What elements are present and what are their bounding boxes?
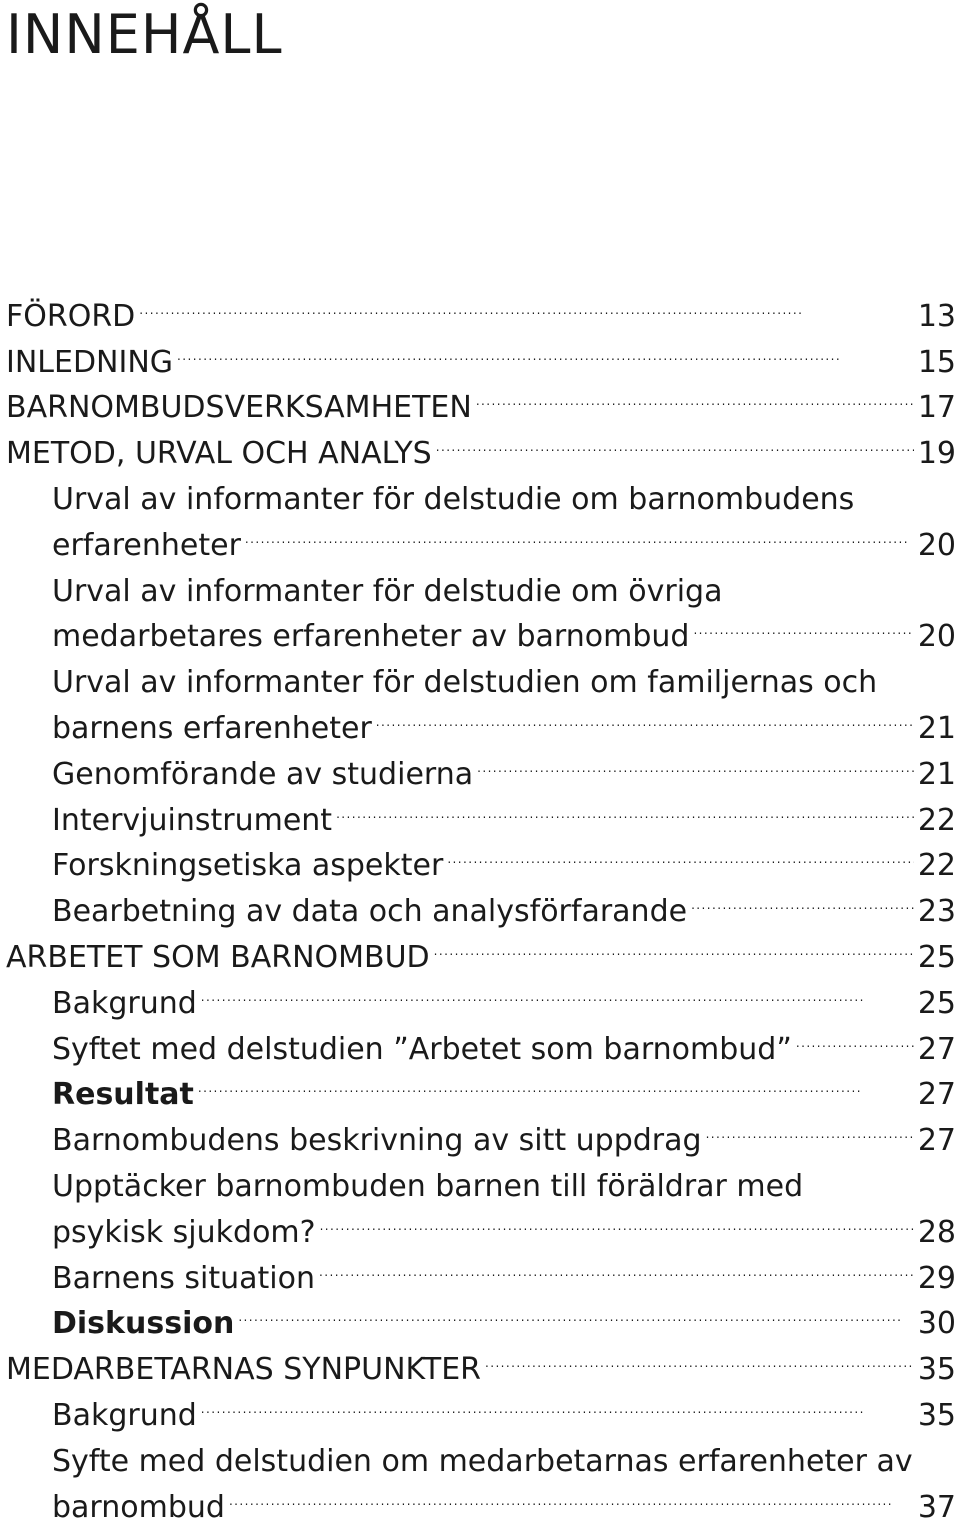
toc-leader-dots — [917, 1425, 952, 1471]
toc-entry-page: 29 — [917, 1260, 956, 1296]
toc-entry-title: MEDARBETARNAS SYNPUNKTER — [6, 1352, 481, 1388]
toc-entry-page: 13 — [917, 298, 956, 334]
toc-leader-dots — [336, 784, 914, 830]
toc-entry-title: ARBETET SOM BARNOMBUD — [6, 939, 430, 975]
toc-leader-dots — [198, 1059, 914, 1105]
toc-leader-dots — [807, 1150, 952, 1196]
toc-entry-page: 35 — [917, 1397, 956, 1433]
toc-leader-dots — [706, 1104, 914, 1150]
toc-entry-title: medarbetares erfarenheter av barnombud — [52, 619, 690, 655]
toc-leader-dots — [434, 921, 914, 967]
toc-entry-title: Syftet med delstudien ”Arbetet som barnombud” — [52, 1031, 792, 1067]
toc-entry-page: 37 — [917, 1489, 956, 1525]
toc-entry-title: BARNOMBUDSVERKSAMHETEN — [6, 390, 472, 426]
toc-leader-dots — [139, 280, 914, 326]
toc-entry-title: Resultat — [52, 1077, 194, 1113]
toc-leader-dots — [245, 509, 914, 555]
toc-entry-title: Forskningsetiska aspekter — [52, 848, 444, 884]
toc-leader-dots — [693, 601, 913, 647]
toc-entry-title: Intervjuinstrument — [52, 802, 333, 838]
toc-entry-page: 25 — [917, 939, 956, 975]
toc-entry-title: Barnens situation — [52, 1260, 316, 1296]
toc-entry-title: METOD, URVAL OCH ANALYS — [6, 436, 432, 472]
toc-entry-page: 25 — [917, 985, 956, 1021]
toc-entry-title: Urval av informanter för delstudie om övriga — [52, 573, 723, 609]
toc-leader-dots — [376, 692, 914, 738]
toc-leader-dots — [726, 555, 952, 601]
toc-entry-title: barnens erfarenheter — [52, 710, 372, 746]
toc-entry-title: Bakgrund — [52, 1397, 197, 1433]
toc-entry-title: Syfte med delstudien om medarbetarnas erfarenheter av — [52, 1443, 913, 1479]
toc-leader-dots — [476, 372, 914, 418]
toc-entry-page: 27 — [917, 1031, 956, 1067]
toc-entry-title: FÖRORD — [6, 298, 136, 334]
page-title: INNEHÅLL — [6, 3, 283, 66]
toc-leader-dots — [691, 875, 914, 921]
toc-leader-dots — [319, 1242, 914, 1288]
toc-leader-dots — [320, 1196, 914, 1242]
toc-entry-page: 20 — [917, 619, 956, 655]
toc-leader-dots — [881, 646, 952, 692]
toc-entry-page: 22 — [917, 802, 956, 838]
toc-leader-dots — [201, 1379, 914, 1425]
toc-entry-title: erfarenheter — [52, 527, 241, 563]
toc-leader-dots — [436, 417, 914, 463]
toc-entry-page: 22 — [917, 848, 956, 884]
toc-leader-dots — [177, 326, 914, 372]
toc-entry-page: 21 — [917, 756, 956, 792]
toc-entry-title: Genomförande av studierna — [52, 756, 474, 792]
toc-entry-title: Bearbetning av data och analysförfarande — [52, 894, 688, 930]
toc-entry-title: barnombud — [52, 1489, 225, 1525]
toc-entry-title: Barnombudens beskrivning av sitt uppdrag — [52, 1123, 702, 1159]
toc-entry-title: Diskussion — [52, 1306, 235, 1342]
toc-leader-dots — [485, 1333, 914, 1379]
toc-entry-title: psykisk sjukdom? — [52, 1214, 316, 1250]
toc-leader-dots — [858, 463, 952, 509]
toc-entry-page: 35 — [917, 1352, 956, 1388]
toc-leader-dots — [201, 967, 914, 1013]
toc-entry[interactable] — [0, 280, 960, 334]
toc-entry-page: 30 — [917, 1306, 956, 1342]
toc-entry-title: INLEDNING — [6, 344, 174, 380]
toc-entry-page: 19 — [917, 436, 956, 472]
toc-leader-dots — [229, 1471, 914, 1517]
toc-entry[interactable] — [0, 326, 960, 380]
toc-entry-page: 20 — [917, 527, 956, 563]
toc-entry-title: Upptäcker barnombuden barnen till föräldrar med — [52, 1168, 804, 1204]
toc-entry-title: Urval av informanter för delstudien om familjernas och — [52, 665, 878, 701]
toc-entry-page: 27 — [917, 1077, 956, 1113]
toc-entry-page: 15 — [917, 344, 956, 380]
toc-entry-page: 17 — [917, 390, 956, 426]
toc-entry-title: Urval av informanter för delstudie om barnombudens — [52, 481, 855, 517]
toc-leader-dots — [477, 738, 914, 784]
toc-leader-dots — [796, 1013, 914, 1059]
toc-entry-page: 28 — [917, 1214, 956, 1250]
toc-entry-title: Bakgrund — [52, 985, 197, 1021]
toc-leader-dots — [447, 830, 914, 876]
toc-entry-page: 21 — [917, 710, 956, 746]
toc-entry-page: 27 — [917, 1123, 956, 1159]
table-of-contents — [0, 280, 960, 1525]
toc-entry-page: 23 — [917, 894, 956, 930]
toc-leader-dots — [238, 1288, 913, 1334]
